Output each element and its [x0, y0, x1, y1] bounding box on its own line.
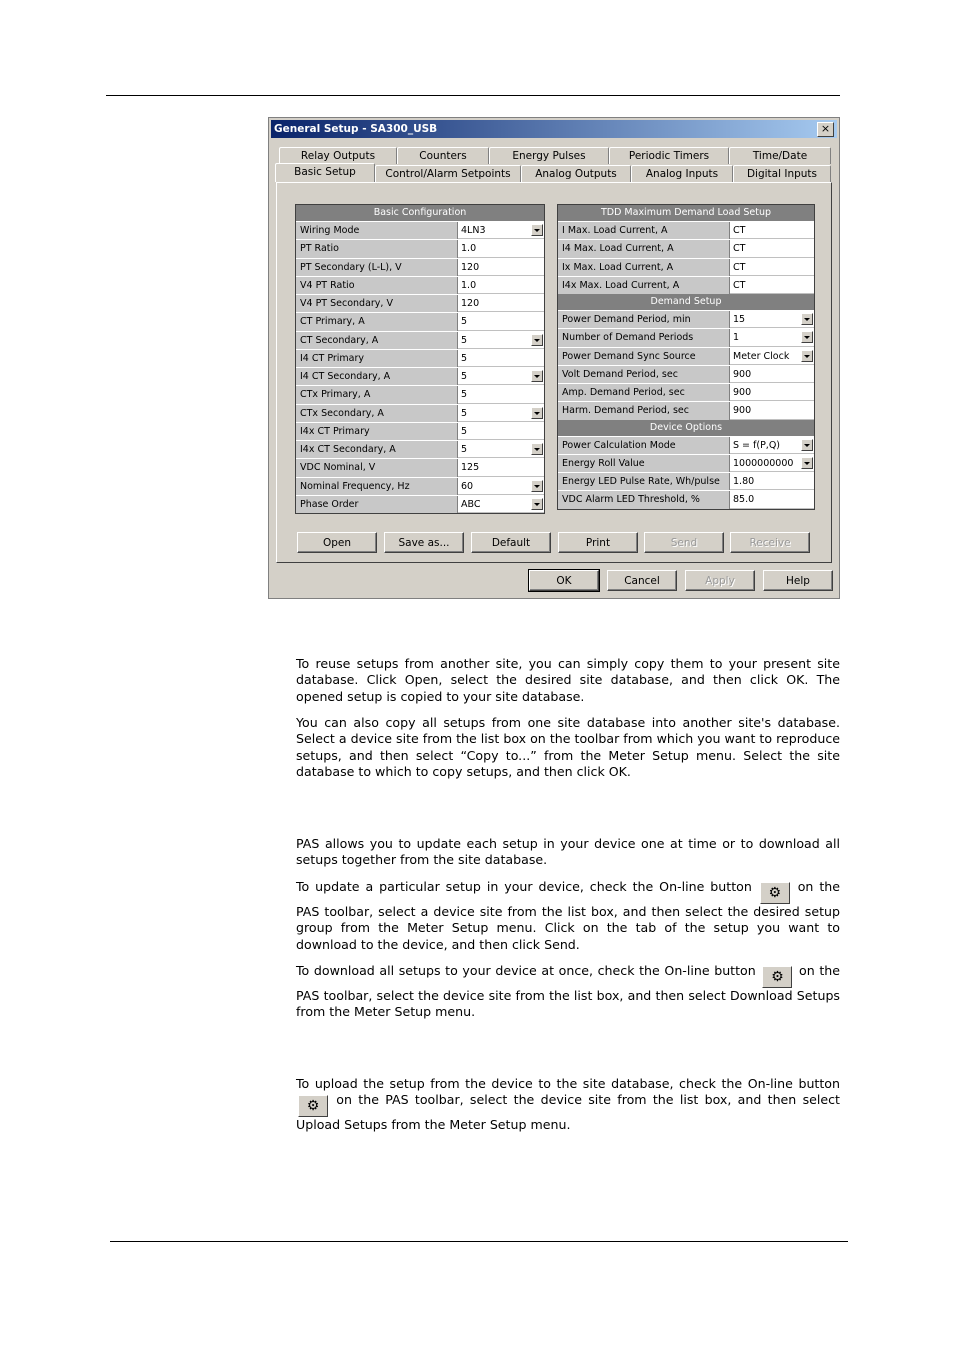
online-connect-icon: ⚙ — [762, 966, 792, 988]
setting-row — [558, 328, 814, 346]
setting-input[interactable] — [458, 350, 544, 367]
setting-value: CT — [733, 243, 746, 255]
setting-row — [296, 440, 544, 458]
section-header: Device Options — [558, 420, 814, 436]
setting-label: PT Secondary (L-L), V — [296, 259, 458, 276]
setting-value: 5 — [461, 389, 468, 401]
footer-rule — [110, 1241, 848, 1242]
setting-row — [558, 258, 814, 276]
setting-value: 4LN3 — [461, 225, 486, 236]
setting-value: 1000000000 — [733, 457, 794, 469]
help-button[interactable]: Help — [763, 570, 833, 591]
general-setup-dialog — [268, 117, 840, 599]
online-connect-icon: ⚙ — [760, 882, 790, 904]
chevron-down-icon[interactable] — [531, 370, 543, 382]
setting-value: 5 — [461, 444, 468, 455]
tab-counters[interactable]: Counters — [397, 147, 489, 164]
setting-input[interactable] — [458, 277, 544, 294]
setting-value: CT — [733, 279, 746, 291]
setting-value: 1.0 — [461, 279, 477, 291]
setting-row — [296, 221, 544, 239]
setting-row — [296, 239, 544, 257]
tab-analog-outputs[interactable]: Analog Outputs — [521, 165, 631, 182]
open-button[interactable] — [297, 532, 377, 553]
chevron-down-icon[interactable] — [531, 407, 543, 419]
setting-label: V4 PT Ratio — [296, 277, 458, 294]
tab-energy-pulses[interactable]: Energy Pulses — [489, 147, 609, 164]
setting-label: VDC Alarm LED Threshold, % — [558, 491, 730, 508]
setting-row — [296, 294, 544, 312]
setting-row — [558, 310, 814, 328]
setting-value: 5 — [461, 425, 468, 437]
setting-value: 900 — [733, 387, 752, 398]
setting-label: Energy Roll Value — [558, 455, 730, 472]
setting-label: PT Ratio — [296, 240, 458, 257]
setting-row — [558, 239, 814, 257]
setting-value: Meter Clock — [733, 350, 790, 362]
paragraph-upload-a: To upload the setup from the device to the site database, check the On-line button — [296, 1076, 840, 1091]
setting-input[interactable] — [458, 259, 544, 276]
setting-row — [558, 221, 814, 239]
setting-input[interactable] — [458, 313, 544, 330]
basic-configuration-grid — [295, 204, 545, 514]
setting-input[interactable] — [458, 423, 544, 440]
ok-button[interactable]: OK — [529, 570, 599, 591]
tab-analog-inputs[interactable]: Analog Inputs — [631, 165, 733, 182]
tab-control-alarm-setpoints[interactable]: Control/Alarm Setpoints — [375, 165, 521, 182]
setting-label: V4 PT Secondary, V — [296, 295, 458, 312]
setting-value: 5 — [461, 352, 468, 364]
setting-value: 1.80 — [733, 476, 755, 487]
send-button[interactable]: Send — [644, 532, 724, 553]
setting-value: CT — [733, 225, 746, 236]
setting-select[interactable] — [730, 348, 814, 365]
setting-row — [296, 276, 544, 294]
chevron-down-icon[interactable] — [801, 439, 813, 451]
setting-label: I4 Max. Load Current, A — [558, 240, 730, 257]
setting-select[interactable] — [730, 329, 814, 346]
chevron-down-icon[interactable] — [531, 334, 543, 346]
setting-label: I4 CT Primary — [296, 350, 458, 367]
paragraph-update-particular-b: on the PAS toolbar, select a device site from the list box, and then select the desired setup group from the Meter Setup menu. Click on the tab of the setup you want to download to the device, and then click Send. — [296, 879, 840, 952]
setting-row — [558, 276, 814, 294]
setting-label: VDC Nominal, V — [296, 459, 458, 476]
apply-button[interactable]: Apply — [685, 570, 755, 591]
default-button[interactable]: Default — [471, 532, 551, 553]
setting-select[interactable] — [730, 437, 814, 454]
setting-row — [296, 458, 544, 476]
setting-label: Number of Demand Periods — [558, 329, 730, 346]
paragraph-download-all-a: To download all setups to your device at once, check the On-line button — [296, 963, 756, 978]
setting-input[interactable] — [458, 240, 544, 257]
print-button[interactable]: Print — [558, 532, 638, 553]
section-header: Demand Setup — [558, 294, 814, 310]
open-label: Open — [322, 537, 352, 549]
paragraph-copy-setups: You can also copy all setups from one site database into another site's database. Select a device site from the list box on the toolbar from which you want to reproduce setups, and then select “Copy to...” from the Meter Setup menu. Select the site database to which to copy setups, and then click OK. — [296, 715, 840, 779]
setting-row — [558, 472, 814, 490]
setting-input[interactable] — [458, 459, 544, 476]
setting-value: 125 — [461, 462, 480, 474]
setting-value: CT — [733, 261, 746, 273]
setting-label: Power Calculation Mode — [558, 437, 730, 454]
setting-value: 5 — [461, 371, 468, 382]
chevron-down-icon[interactable] — [531, 498, 543, 510]
setting-label: I4x Max. Load Current, A — [558, 277, 730, 294]
setting-label: CT Secondary, A — [296, 332, 458, 349]
setting-select[interactable] — [458, 478, 544, 495]
setting-select[interactable] — [730, 455, 814, 472]
setting-row — [296, 367, 544, 385]
setting-value: 120 — [461, 298, 480, 309]
setting-row — [558, 383, 814, 401]
dialog-titlebar — [271, 120, 837, 138]
setting-row — [558, 347, 814, 365]
receive-button[interactable]: Receive — [730, 532, 810, 553]
setting-label: Power Demand Sync Source — [558, 348, 730, 365]
chevron-down-icon[interactable] — [531, 224, 543, 236]
setting-input[interactable] — [730, 384, 814, 401]
paragraph-update-particular-a: To update a particular setup in your device, check the On-line button — [296, 879, 752, 894]
setting-row — [296, 258, 544, 276]
setting-value: 60 — [461, 480, 474, 492]
setting-input[interactable] — [730, 240, 814, 257]
setting-label: Nominal Frequency, Hz — [296, 478, 458, 495]
setting-select[interactable] — [730, 311, 814, 328]
setting-input[interactable] — [730, 222, 814, 239]
tab-basic-setup[interactable]: Basic Setup — [275, 163, 375, 182]
setting-row — [296, 349, 544, 367]
setting-value: ABC — [461, 498, 481, 510]
header-rule — [106, 95, 840, 96]
setting-select[interactable] — [458, 496, 544, 513]
setting-value: 85.0 — [733, 494, 755, 506]
setting-label: Wiring Mode — [296, 222, 458, 239]
setting-select[interactable] — [458, 222, 544, 239]
chevron-down-icon[interactable] — [801, 350, 813, 362]
setting-label: I4x CT Primary — [296, 423, 458, 440]
chevron-down-icon[interactable] — [531, 480, 543, 492]
setting-row — [296, 312, 544, 330]
setting-value: 5 — [461, 334, 468, 346]
paragraph-reuse-setups: To reuse setups from another site, you can simply copy them to your present site database. Click Open, select the desired site database, and then click OK. The opened setup is copied to your site database. — [296, 656, 840, 704]
setting-select[interactable] — [458, 368, 544, 385]
setting-label: CTx Secondary, A — [296, 405, 458, 422]
setting-input[interactable] — [458, 386, 544, 403]
setting-label: I Max. Load Current, A — [558, 222, 730, 239]
setting-input[interactable] — [730, 366, 814, 383]
setting-value: S = f(P,Q) — [733, 439, 781, 451]
setting-label: Harm. Demand Period, sec — [558, 402, 730, 419]
paragraph-download-all — [296, 963, 840, 1021]
chevron-down-icon[interactable] — [531, 443, 543, 455]
setting-label: Energy LED Pulse Rate, Wh/pulse — [558, 473, 730, 490]
setting-input[interactable] — [730, 259, 814, 276]
paragraph-update-setups: PAS allows you to update each setup in your device one at time or to download all setups together from the site database. — [296, 836, 840, 868]
tab-digital-inputs[interactable]: Digital Inputs — [733, 165, 831, 182]
setting-row — [558, 490, 814, 508]
setting-value: 15 — [733, 314, 746, 325]
close-button[interactable]: × — [817, 122, 834, 137]
setting-label: CT Primary, A — [296, 313, 458, 330]
setting-value: 5 — [461, 316, 468, 328]
setting-label: Ix Max. Load Current, A — [558, 259, 730, 276]
setting-input[interactable] — [730, 473, 814, 490]
setting-label: Power Demand Period, min — [558, 311, 730, 328]
setting-row — [558, 401, 814, 419]
setting-input[interactable] — [730, 491, 814, 508]
setting-select[interactable] — [458, 332, 544, 349]
cancel-button[interactable]: Cancel — [607, 570, 677, 591]
paragraph-download-all-b: on the PAS toolbar, select the device site from the list box, and then select Download Setups from the Meter Setup menu. — [296, 963, 841, 1020]
chevron-down-icon[interactable] — [801, 331, 813, 343]
section-header: Basic Configuration — [296, 205, 544, 221]
setting-label: Volt Demand Period, sec — [558, 366, 730, 383]
save-as-button[interactable]: Save as... — [384, 532, 464, 553]
setting-row — [296, 404, 544, 422]
setting-value: 120 — [461, 261, 480, 273]
paragraph-update-particular — [296, 879, 840, 953]
setting-value: 900 — [733, 368, 752, 380]
setting-value: 1 — [733, 332, 740, 344]
chevron-down-icon[interactable] — [801, 313, 813, 325]
setting-input[interactable] — [730, 277, 814, 294]
setting-value: 1.0 — [461, 243, 477, 255]
setting-row — [296, 495, 544, 513]
setting-row — [296, 331, 544, 349]
setting-label: I4x CT Secondary, A — [296, 441, 458, 458]
setting-row — [296, 422, 544, 440]
setting-select[interactable] — [458, 441, 544, 458]
setting-input[interactable] — [458, 295, 544, 312]
demand-device-options-grid — [557, 204, 815, 510]
setting-label: Amp. Demand Period, sec — [558, 384, 730, 401]
section-header: TDD Maximum Demand Load Setup — [558, 205, 814, 221]
setting-label: I4 CT Secondary, A — [296, 368, 458, 385]
setting-row — [296, 477, 544, 495]
setting-row — [296, 385, 544, 403]
paragraph-upload — [296, 1076, 840, 1134]
setting-row — [558, 436, 814, 454]
setting-label: CTx Primary, A — [296, 386, 458, 403]
setting-row — [558, 365, 814, 383]
paragraph-upload-b: on the PAS toolbar, select the device site from the list box, and then select Upload Setups from the Meter Setup menu. — [296, 1092, 840, 1133]
tab-time-date[interactable]: Time/Date — [729, 147, 831, 164]
online-connect-icon: ⚙ — [298, 1095, 328, 1117]
tab-periodic-timers[interactable]: Periodic Timers — [609, 147, 729, 164]
setting-select[interactable] — [458, 405, 544, 422]
setting-value: 5 — [461, 407, 468, 419]
setting-value: 900 — [733, 405, 752, 417]
tab-relay-outputs[interactable]: Relay Outputs — [279, 147, 397, 164]
chevron-down-icon[interactable] — [801, 457, 813, 469]
setting-label: Phase Order — [296, 496, 458, 513]
setting-input[interactable] — [730, 402, 814, 419]
dialog-title: General Setup - SA300_USB — [274, 123, 438, 135]
setting-row — [558, 454, 814, 472]
